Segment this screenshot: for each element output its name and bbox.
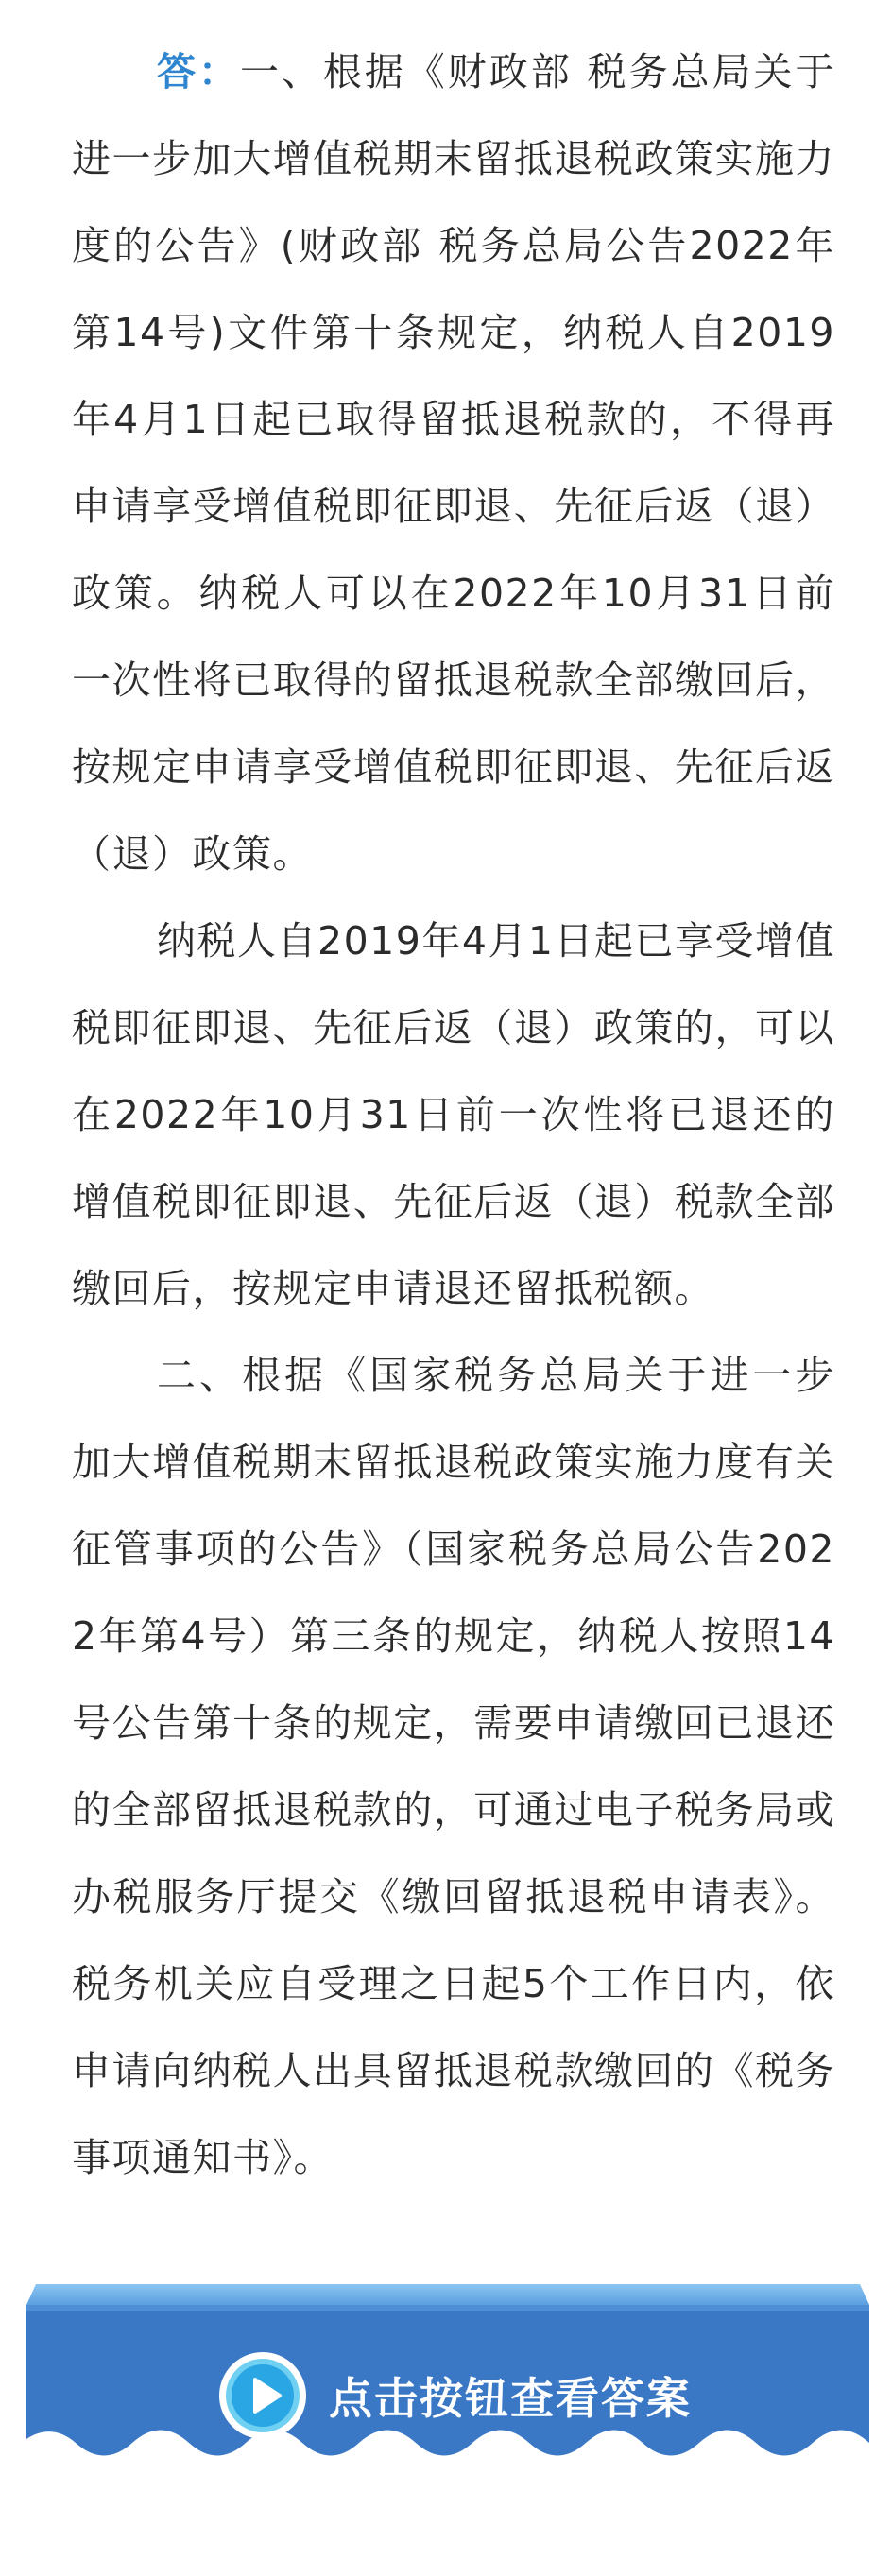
answer-paragraph-3: 二、根据《国家税务总局关于进一步加大增值税期末留抵退税政策实施力度有关征管事项的公告》（国家税务总局公告2022年第4号）第三条的规定，纳税人按照14号公告第十条的规定，需要申请缴回已退还的全部留抵退税款的，可通过电子税务局或办税服务厅提交《缴回留抵退税申请表》。税务机关应自受理之日起5个工作日内，依申请向纳税人出具留抵退税款缴回的《税务事项通知书》。: [72, 1353, 835, 2180]
answer-article: [72, 28, 835, 2201]
view-answer-button[interactable]: [217, 2346, 692, 2445]
answer-banner: [26, 2284, 869, 2473]
view-answer-label: 点击按钮查看答案: [329, 2373, 692, 2424]
answer-paragraph-1: [72, 28, 835, 897]
answer-paragraph-1-text: 一、根据《财政部 税务总局关于进一步加大增值税期末留抵退税政策实施力度的公告》(财政部 税务总局公告2022年第14号)文件第十条规定，纳税人自2019年4月1日起已取得留抵退税款的，不得再申请享受增值税即征即退、先征后返（退）政策。纳税人可以在2022年10月31日前一次性将已取得的留抵退税款全部缴回后，按规定申请享受增值税即征即退、先征后返（退）政策。: [72, 49, 836, 877]
answer-paragraph-2: 纳税人自2019年4月1日起已享受增值税即征即退、先征后返（退）政策的，可以在2022年10月31日前一次性将已退还的增值税即征即退、先征后返（退）税款全部缴回后，按规定申请退还留抵税额。: [72, 918, 836, 1311]
play-icon: [217, 2350, 308, 2441]
answer-label: 答：: [157, 49, 240, 94]
